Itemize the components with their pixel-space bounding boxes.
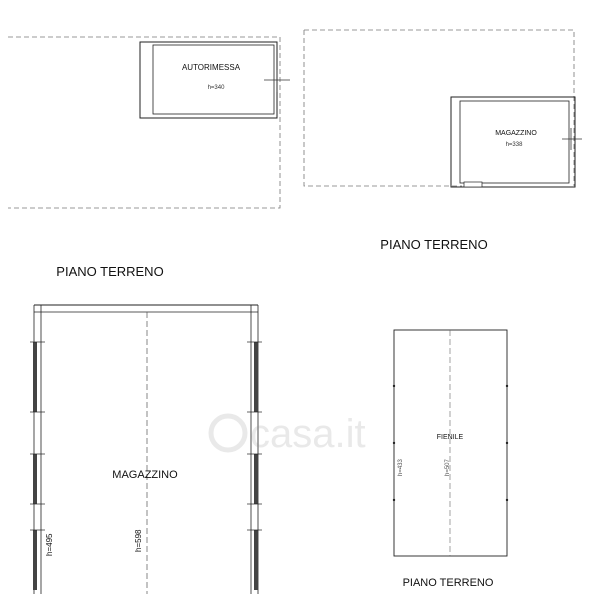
room-outer-wall — [140, 42, 277, 118]
plan-top-right — [304, 30, 582, 252]
wall-opening — [33, 454, 37, 504]
room-inner-wall — [153, 45, 274, 114]
height-note: h=340 — [207, 85, 225, 91]
room-label-autorimessa: AUTORIMESSA — [181, 63, 241, 72]
watermark-logo-icon — [211, 416, 245, 450]
column-point — [506, 499, 508, 501]
wall-opening — [254, 454, 258, 504]
height-note-center: h=507 — [445, 459, 451, 476]
wall-opening — [33, 342, 37, 412]
plan-outline-dashed — [304, 30, 462, 186]
column-point — [393, 499, 395, 501]
wall-opening — [33, 530, 37, 590]
column-point — [506, 385, 508, 387]
height-note-center: h=598 — [134, 529, 143, 552]
watermark — [211, 412, 366, 456]
column-point — [393, 385, 395, 387]
wall-opening — [254, 342, 258, 412]
plan-bottom-right — [393, 330, 508, 589]
height-note-left: h=495 — [45, 533, 54, 556]
height-note-left: h=433 — [398, 459, 404, 476]
plan-top-left — [8, 37, 290, 208]
watermark-text: casa.it — [250, 412, 366, 456]
column-point — [506, 442, 508, 444]
room-outline — [394, 330, 507, 556]
room-label-fienile: FIENILE — [436, 434, 464, 441]
floor-title: PIANO TERRENO — [380, 237, 488, 252]
door-step — [464, 182, 482, 187]
room-label-magazzino: MAGAZZINO — [495, 130, 537, 137]
floor-title: PIANO TERRENO — [56, 264, 164, 279]
column-point — [393, 442, 395, 444]
wall-opening — [254, 530, 258, 590]
plan-outline-dashed — [304, 30, 574, 186]
room-label-magazzino: MAGAZZINO — [112, 469, 178, 481]
floor-title: PIANO TERRENO — [402, 577, 494, 589]
plan-bottom-left — [30, 264, 262, 594]
height-note: h=338 — [505, 142, 523, 148]
